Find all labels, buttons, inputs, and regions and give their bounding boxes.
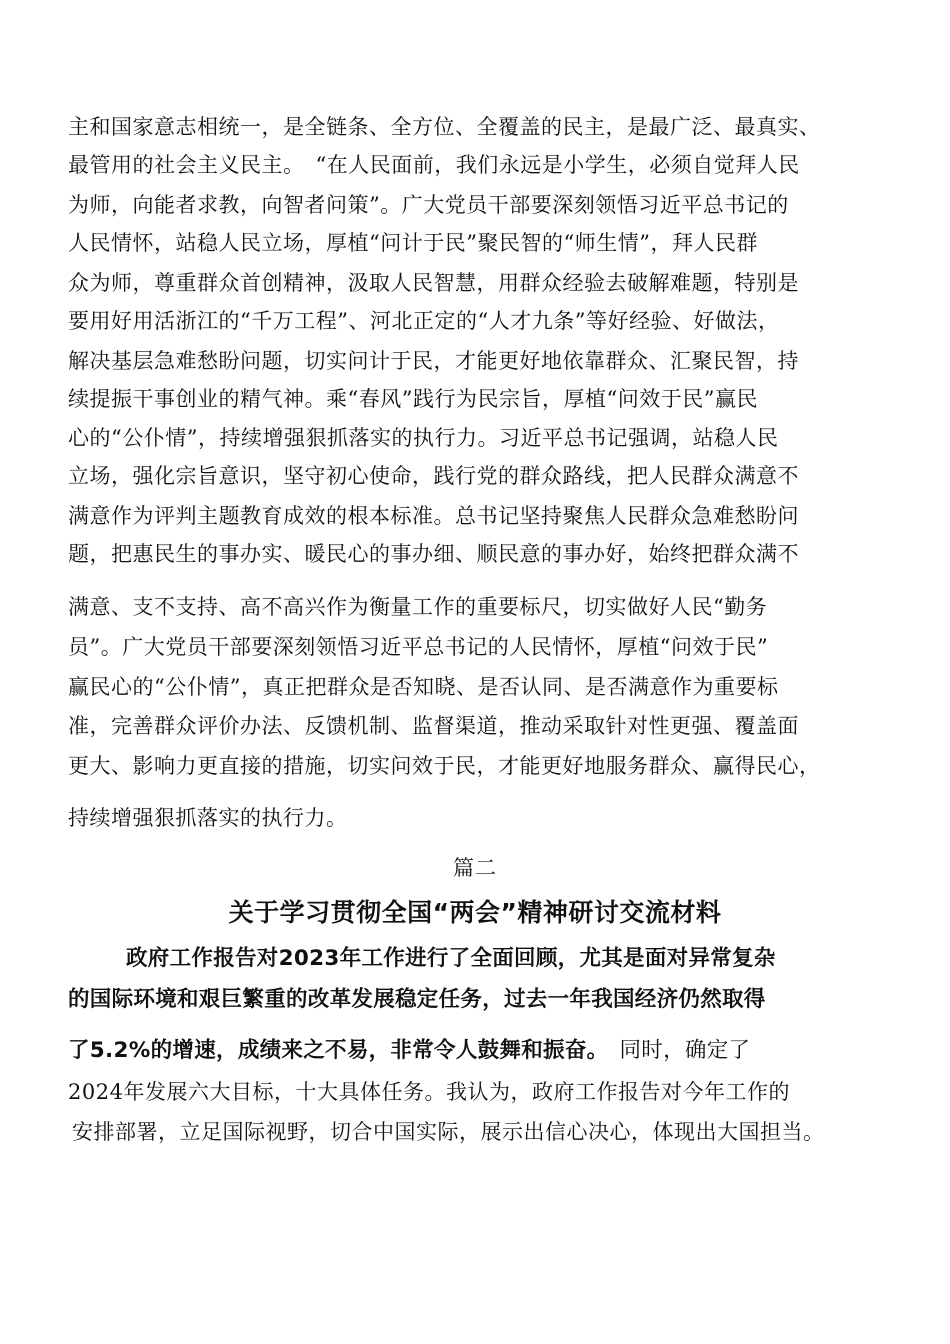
body-text-line: 满意作为评判主题教育成效的根本标准。总书记坚持聚焦人民群众急难愁盼问 (68, 504, 799, 528)
section-label: 篇二 (453, 856, 497, 880)
bold-paragraph-line: 的国际环境和艰巨繁重的改革发展稳定任务，过去一年我国经济仍然取得 (68, 987, 766, 1012)
normal-text: 同时，确定了 (597, 1038, 751, 1063)
body-text-line: 续提振干事创业的精气神。乘“春风”践行为民宗旨，厚植“问效于民”赢民 (68, 387, 758, 411)
document-title: 关于学习贯彻全国“两会”精神研讨交流材料 (228, 898, 722, 927)
body-text-line: 赢民心的“公仆情”，真正把群众是否知晓、是否认同、是否满意作为重要标 (68, 675, 779, 699)
body-text-line: 人民情怀，站稳人民立场，厚植“问计于民”聚民智的“师生情”，拜人民群 (68, 231, 758, 255)
body-text-line: 满意、支不支持、高不高兴作为衡量工作的重要标尺，切实做好人民“勤务 (68, 595, 768, 619)
body-text-line: 最管用的社会主义民主。 “在人民面前，我们永远是小学生，必须自觉拜人民 (68, 153, 800, 177)
body-text-line: 准，完善群众评价办法、反馈机制、监督渠道，推动采取针对性更强、覆盖面 (68, 714, 799, 738)
body-text-line: 更大、影响力更直接的措施，切实问效于民，才能更好地服务群众、赢得民心， (68, 754, 821, 778)
body-text-line: 持续增强狠抓落实的执行力。 (68, 806, 348, 830)
body-text-line: 众为师，尊重群众首创精神，汲取人民智慧，用群众经验去破解难题，特别是 (68, 271, 799, 295)
body-text-line: 为师，向能者求教，向智者问策”。广大党员干部要深刻领悟习近平总书记的 (68, 193, 789, 217)
bold-paragraph-line: 政府工作报告对2023年工作进行了全面回顾，尤其是面对异常复杂 (126, 946, 776, 971)
mixed-paragraph-line (68, 1040, 898, 1062)
body-text-line: 安排部署，立足国际视野，切合中国实际，展示出信心决心，体现出大国担当。 (72, 1120, 825, 1144)
body-text-line: 心的“公仆情”，持续增强狠抓落实的执行力。习近平总书记强调，站稳人民 (68, 426, 779, 450)
body-text-line: 题，把惠民生的事办实、暖民心的事办细、顺民意的事办好，始终把群众满不 (68, 542, 799, 566)
body-text-line: 2024年发展六大目标，十大具体任务。我认为，政府工作报告对今年工作的 (68, 1080, 790, 1104)
bold-text: 了5.2%的增速，成绩来之不易，非常令人鼓舞和振奋。 (68, 1038, 598, 1063)
body-text-line: 立场，强化宗旨意识，坚守初心使命，践行党的群众路线，把人民群众满意不 (68, 464, 799, 488)
body-text-line: 解决基层急难愁盼问题，切实问计于民，才能更好地依靠群众、汇聚民智，持 (68, 349, 799, 373)
body-text-line: 要用好用活浙江的“千万工程”、河北正定的“人才九条”等好经验、好做法， (68, 309, 780, 333)
body-text-line: 员”。广大党员干部要深刻领悟习近平总书记的人民情怀，厚植“问效于民” (68, 635, 769, 659)
body-text-line: 主和国家意志相统一，是全链条、全方位、全覆盖的民主，是最广泛、最真实、 (68, 115, 821, 139)
